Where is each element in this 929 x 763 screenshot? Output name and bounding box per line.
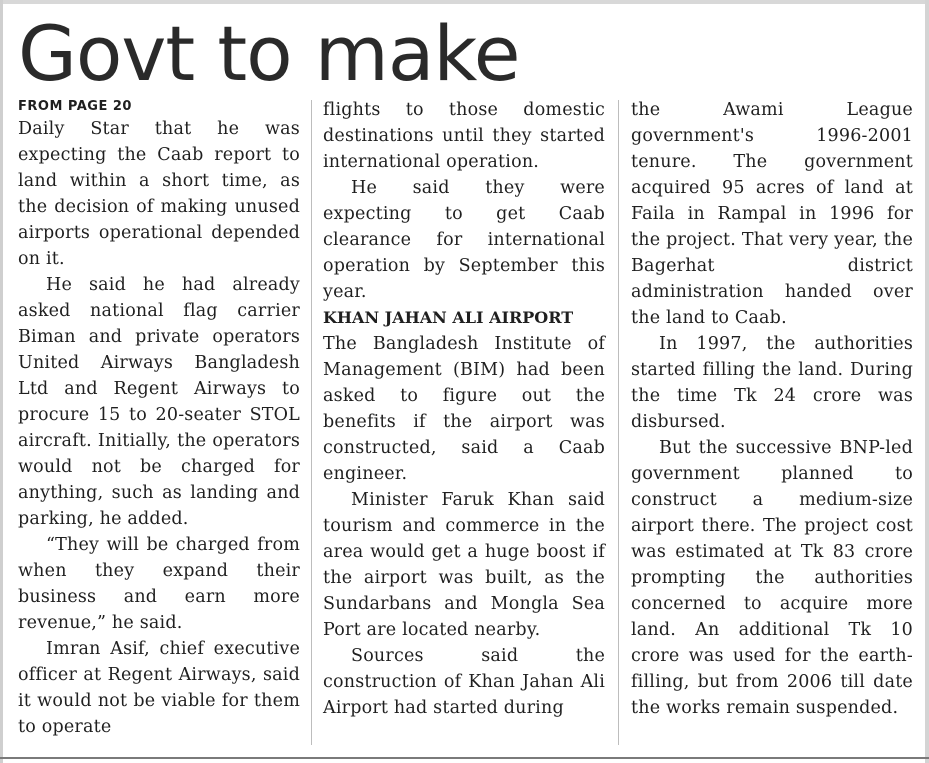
top-border	[0, 0, 929, 4]
column-1	[18, 100, 300, 740]
paragraph: “They will be charged from when they expand their business and earn more revenue,” he said.	[18, 535, 300, 633]
left-border	[0, 0, 3, 763]
paragraph: The Bangladesh Institute of Management (BIM) had been asked to figure out the benefits if the airport was constructed, said a Caab engineer.	[323, 334, 605, 484]
column-divider	[618, 100, 619, 745]
paragraph: Daily Star that he was expecting the Caab report to land within a short time, as the decision of making unused airports operational depended on it.	[18, 119, 300, 269]
paragraph: flights to those domestic destinations until they started international operation.	[323, 100, 605, 172]
paragraph: Imran Asif, chief executive officer at Regent Airways, said it would not be viable for them to operate	[18, 639, 300, 737]
column-3	[631, 97, 913, 721]
column-2	[323, 97, 605, 721]
bottom-rule	[0, 757, 929, 759]
paragraph: He said he had already asked national flag carrier Biman and private operators United Airways Bangladesh Ltd and Regent Airways to procure 15 to 20-seater STOL aircraft. Initially, the operators would not be charged for anything, such as landing and parking, he added.	[18, 275, 300, 529]
paragraph: He said they were expecting to get Caab clearance for international operation by September this year.	[323, 178, 605, 302]
paragraph: But the successive BNP-led government planned to construct a medium-size airport there. The project cost was estimated at Tk 83 crore prompting the authorities concerned to acquire more land. An additional Tk 10 crore was used for the earth-filling, but from 2006 till date the works remain suspended.	[631, 438, 913, 718]
paragraph: the Awami League government's 1996-2001 tenure. The government acquired 95 acres of land at Faila in Rampal in 1996 for the project. That very year, the Bagerhat district administration handed over the land to Caab.	[631, 100, 913, 328]
right-border	[925, 0, 929, 763]
paragraph: Sources said the construction of Khan Jahan Ali Airport had started during	[323, 646, 605, 718]
paragraph: Minister Faruk Khan said tourism and commerce in the area would get a huge boost if the airport was built, as the Sundarbans and Mongla Sea Port are located nearby.	[323, 490, 605, 640]
section-subhead: KHAN JAHAN ALI AIRPORT	[323, 308, 574, 327]
paragraph: In 1997, the authorities started filling the land. During the time Tk 24 crore was disbursed.	[631, 334, 913, 432]
column-divider	[311, 100, 312, 745]
headline: Govt to make	[18, 9, 520, 98]
kicker-from-page: FROM PAGE 20	[18, 99, 132, 114]
